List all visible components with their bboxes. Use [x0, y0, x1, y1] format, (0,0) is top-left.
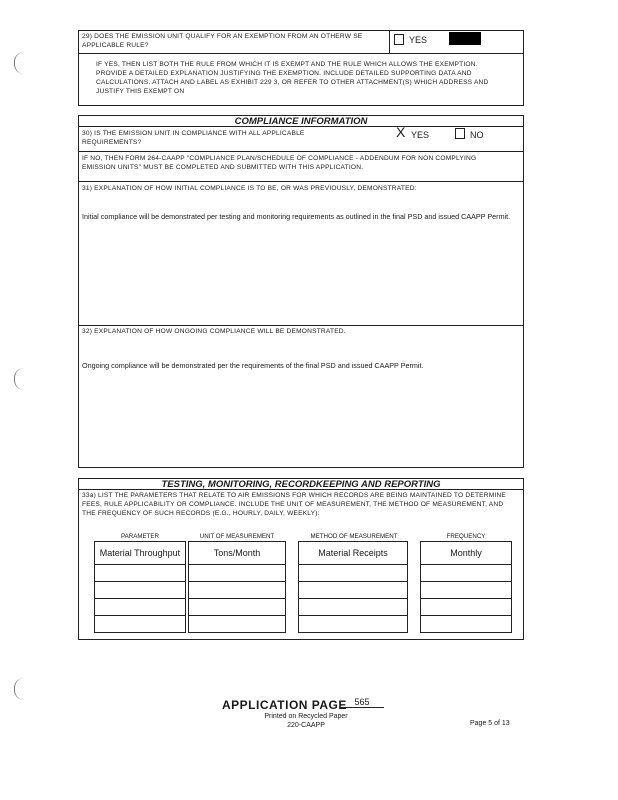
q30-no-label: NO — [470, 130, 484, 140]
q32-question: 32) EXPLANATION OF HOW ONGOING COMPLIANCE WILL BE DEMONSTRATED. — [82, 328, 346, 335]
table-cell-method[interactable] — [298, 564, 408, 582]
application-page-label: APPLICATION PAGE — [222, 698, 347, 712]
table-cell-parameter[interactable]: Material Throughput — [94, 541, 186, 565]
q31-answer[interactable]: Initial compliance will be demonstrated per testing and monitoring requirements as outlined in the final PSD and issued CAAPP Permit. — [82, 212, 511, 221]
column-header-unit: UNIT OF MEASUREMENT — [199, 533, 275, 540]
q29-instruction: IF YES, THEN LIST BOTH THE RULE FROM WHICH IT IS EXEMPT AND THE RULE WHICH ALLOWS THE EXEMPTION. PROVIDE A DETAILED EXPLANATION JUSTIFYING THE EXEMPTION. INCLUDE DETAILED SUPPORTING DATA AND CALCULATIONS. ATTACH AND LABEL AS EXHIBIT 229 3, OR REFER TO OTHER ATTACHMENT(S) WHICH ADDRESS AND JUSTIFY THIS EXEMPT ON — [96, 61, 489, 95]
q29-question: 29) DOES THE EMISSION UNIT QUALIFY FOR AN EXEMPTION FROM AN OTHERW SE APPLICABLE RULE? — [82, 33, 363, 49]
column-header-method: METHOD OF MEASUREMENT — [310, 533, 398, 540]
q30-no-instruction: IF NO, THEN FORM 264-CAAPP "COMPLIANCE PLAN/SCHEDULE OF COMPLIANCE - ADDENDUM FOR NON COMPLYING EMISSION UNITS" MUST BE COMPLETED AND SUBMITTED WITH THIS APPLICATION. — [82, 155, 477, 171]
q30-question: 30) IS THE EMISSION UNIT IN COMPLIANCE WITH ALL APPLICABLE REQUIREMENTS? — [82, 130, 305, 146]
q32-section — [78, 325, 524, 468]
table-cell-frequency[interactable] — [420, 581, 512, 599]
q30-yes-mark: X — [396, 124, 406, 140]
binder-hole-mark — [14, 368, 25, 390]
table-cell-unit[interactable] — [188, 581, 286, 599]
redaction-block — [449, 32, 481, 45]
table-cell-unit[interactable] — [188, 615, 286, 633]
column-header-parameter: PARAMETER — [120, 533, 160, 540]
q29-yes-checkbox[interactable] — [394, 34, 404, 45]
table-cell-unit[interactable]: Tons/Month — [188, 541, 286, 565]
table-cell-frequency[interactable] — [420, 598, 512, 616]
divider — [79, 53, 523, 54]
q29-yes-label: YES — [409, 35, 428, 45]
compliance-header: COMPLIANCE INFORMATION — [78, 115, 524, 127]
table-cell-frequency[interactable] — [420, 564, 512, 582]
q30-yes-label: YES — [411, 130, 430, 140]
table-cell-parameter[interactable] — [94, 598, 186, 616]
q32-answer[interactable]: Ongoing compliance will be demonstrated per the requirements of the final PSD and issued CAAPP Permit. — [82, 361, 424, 370]
table-cell-method[interactable] — [298, 615, 408, 633]
table-cell-method[interactable] — [298, 598, 408, 616]
q31-question: 31) EXPLANATION OF HOW INITIAL COMPLIANCE IS TO BE, OR WAS PREVIOUSLY, DEMONSTRATED: — [82, 185, 417, 192]
divider — [389, 31, 390, 53]
binder-hole-mark — [14, 678, 25, 700]
q33-question: 33a) LIST THE PARAMETERS THAT RELATE TO AIR EMISSIONS FOR WHICH RECORDS ARE BEING MAINTAINED TO DETERMINE FEES, RULE APPLICABILITY OR COMPLIANCE. INCLUDE THE UNIT OF MEASUREMENT, THE METHOD OF MEASUREMENT, AND THE FREQUENCY OF SUCH RECORDS (E.G., HOURLY, DAILY, WEEKLY): — [82, 492, 507, 517]
column-header-frequency: FREQUENCY — [446, 533, 486, 540]
page-of-count: Page 5 of 13 — [470, 720, 510, 727]
q31-section — [78, 181, 524, 326]
table-cell-method[interactable]: Material Receipts — [298, 541, 408, 565]
recycled-paper-note: Printed on Recycled Paper — [264, 713, 348, 720]
form-id: 220-CAAPP — [287, 722, 325, 729]
table-cell-parameter[interactable] — [94, 615, 186, 633]
divider — [79, 151, 523, 152]
table-cell-frequency[interactable] — [420, 615, 512, 633]
table-cell-frequency[interactable]: Monthly — [420, 541, 512, 565]
binder-hole-mark — [14, 52, 25, 74]
testing-header: TESTING, MONITORING, RECORDKEEPING AND REPORTING — [78, 478, 524, 490]
q30-no-checkbox[interactable] — [455, 128, 465, 139]
table-cell-unit[interactable] — [188, 564, 286, 582]
table-cell-unit[interactable] — [188, 598, 286, 616]
table-cell-parameter[interactable] — [94, 581, 186, 599]
table-cell-parameter[interactable] — [94, 564, 186, 582]
table-cell-method[interactable] — [298, 581, 408, 599]
application-page-number[interactable]: 565 — [340, 697, 384, 708]
